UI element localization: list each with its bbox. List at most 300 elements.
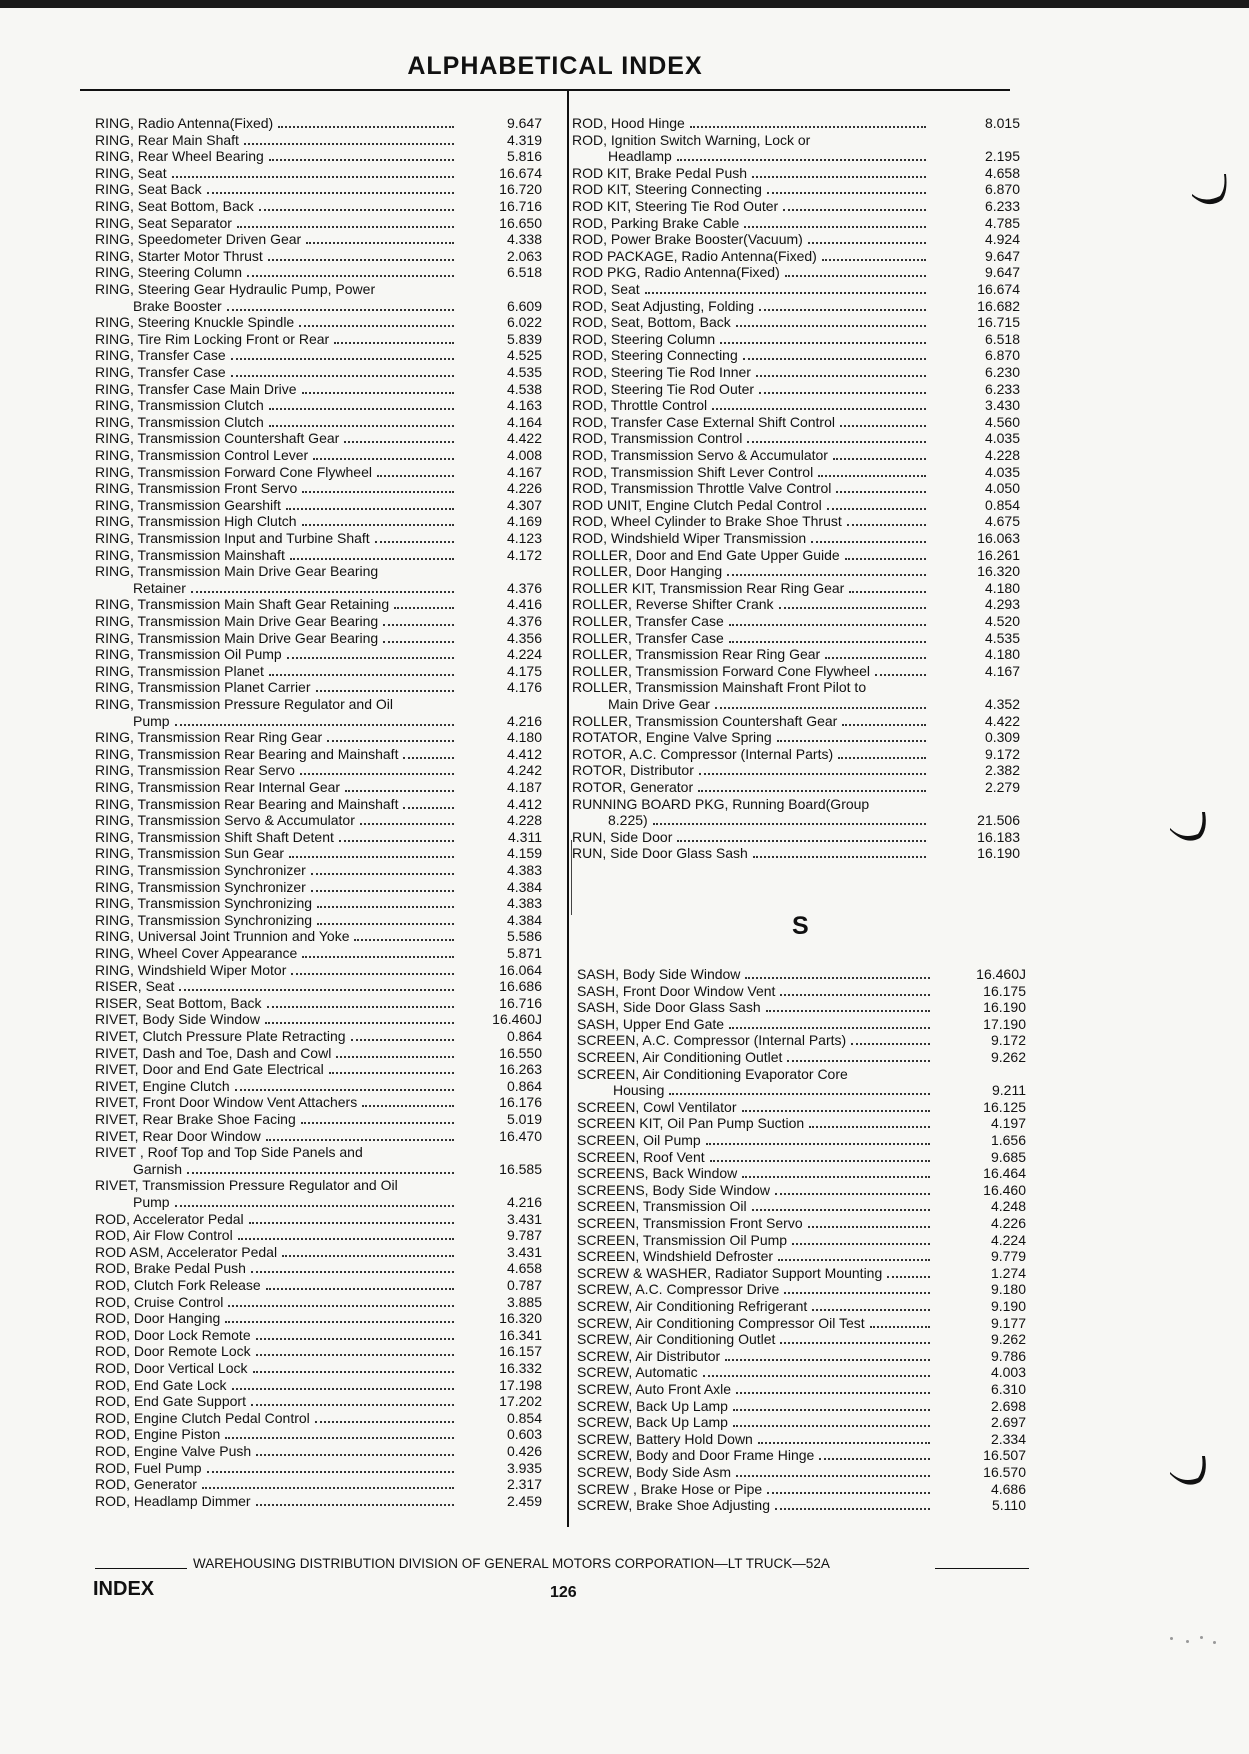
index-entry-text: SCREW, Auto Front Axle (577, 1381, 732, 1397)
page-reference: 5.816 (506, 148, 542, 165)
dot-leader (377, 475, 454, 477)
dot-leader (752, 176, 926, 178)
index-entry (577, 1281, 1026, 1298)
index-entry (95, 928, 542, 945)
index-entry (95, 247, 542, 264)
index-entry-text: SCREW, Automatic (577, 1364, 698, 1381)
page-reference: 4.163 (506, 397, 542, 414)
index-entry (572, 546, 1020, 563)
index-entry-text: RIVET, Body Side Window (95, 1011, 260, 1028)
page-reference: 4.008 (506, 447, 542, 463)
index-entry-text: RING, Transmission Clutch (95, 413, 264, 430)
dot-leader (191, 591, 454, 593)
page-reference: 9.262 (990, 1331, 1026, 1348)
index-entry-text: ROD, Ignition Switch Warning, Lock or (572, 131, 811, 148)
index-entry-text: RIVET, Door and End Gate Electrical (95, 1061, 324, 1078)
index-entry-text: RING, Seat (95, 164, 167, 181)
index-entry-text: ROLLER, Transmission Forward Cone Flywheel (572, 662, 870, 679)
page-reference: 4.338 (506, 231, 542, 248)
index-entry (577, 1414, 1026, 1431)
page-reference: 16.585 (499, 1160, 542, 1177)
index-entry (577, 1264, 1026, 1281)
index-entry-text: SCREW, Body Side Asm (577, 1464, 732, 1480)
footer-label: INDEX (93, 1578, 155, 1600)
index-entry-text: SCREEN, Air Conditioning Evaporator Core (577, 1065, 848, 1082)
index-entry (577, 1098, 1026, 1115)
index-entry (95, 812, 542, 829)
index-entry-text: ROD, Door Hanging (95, 1310, 221, 1327)
index-entry (95, 1459, 542, 1476)
dot-leader (175, 1205, 454, 1207)
dot-leader (327, 740, 454, 742)
index-entry (577, 1397, 1026, 1414)
index-entry (95, 447, 542, 463)
page-reference: 4.356 (506, 629, 542, 646)
page-reference: 4.319 (506, 131, 542, 148)
index-entry-text: RING, Transmission Oil Pump (95, 646, 282, 663)
dot-leader (851, 1043, 930, 1045)
page-reference: 4.311 (508, 828, 542, 845)
page-reference: 16.175 (983, 982, 1026, 999)
page-reference: 9.685 (990, 1148, 1026, 1165)
page-reference: 4.228 (984, 447, 1020, 463)
dot-leader (777, 740, 926, 742)
page-reference: 3.935 (506, 1459, 542, 1476)
page-reference: 4.560 (984, 413, 1020, 430)
dot-leader (345, 790, 454, 792)
dot-leader (172, 176, 454, 178)
index-entry-text: ROD, Engine Clutch Pedal Control (95, 1409, 310, 1426)
page-number: 126 (550, 1584, 577, 1601)
index-entry-text: SCREW, A.C. Compressor Drive (577, 1281, 780, 1298)
page-reference: 2.334 (990, 1430, 1026, 1447)
index-entry-text: RING, Transmission Synchronizer (95, 878, 306, 895)
page-reference: 4.785 (984, 214, 1020, 231)
index-entry-text: RING, Transmission Synchronizer (95, 862, 306, 878)
dot-leader (783, 209, 926, 211)
dot-leader (767, 192, 926, 194)
dot-leader (306, 242, 454, 244)
index-entry-text: RING, Radio Antenna(Fixed) (95, 115, 274, 131)
page-reference: 4.169 (506, 513, 542, 530)
index-entry-text: RING, Transmission Pressure Regulator and Oil (95, 696, 393, 712)
dot-leader (870, 1326, 930, 1328)
dot-leader (699, 773, 926, 775)
page-reference: 0.309 (984, 729, 1020, 746)
section-letter: S (792, 912, 809, 940)
dot-leader (256, 1454, 454, 1456)
index-entry-text: ROLLER, Door and End Gate Upper Guide (572, 546, 840, 563)
index-entry-text: ROD, Seat (572, 281, 640, 297)
index-entry (577, 1497, 1026, 1514)
page-reference: 4.176 (506, 679, 542, 696)
index-entry-text: SCREW, Brake Shoe Adjusting (577, 1497, 770, 1514)
dot-leader (825, 657, 926, 659)
index-entry (95, 1443, 542, 1459)
index-entry (95, 1260, 542, 1277)
index-entry (95, 1293, 542, 1310)
dot-leader (291, 973, 454, 975)
dot-leader (315, 1421, 454, 1423)
index-entry (572, 115, 1020, 131)
index-entry (95, 994, 542, 1011)
index-entry-text: RIVET, Dash and Toe, Dash and Cowl (95, 1044, 332, 1061)
index-entry (95, 1227, 542, 1244)
dot-leader (838, 757, 926, 759)
dot-leader (360, 823, 454, 825)
scan-speck (1186, 1640, 1189, 1643)
index-entry-text: RING, Transmission Synchronizing (95, 895, 313, 912)
index-entry-text: SCREW, Back Up Lamp (577, 1414, 728, 1431)
index-entry-text: ROLLER, Transmission Rear Ring Gear (572, 646, 821, 663)
index-entry (95, 646, 542, 663)
index-entry (95, 845, 542, 862)
index-entry (572, 662, 1020, 679)
page-reference: 16.063 (977, 530, 1020, 546)
index-entry-text: RING, Transmission Rear Bearing and Mainshaft (95, 745, 399, 762)
index-entry (572, 563, 1020, 580)
index-entry-text: ROD, Seat, Bottom, Back (572, 314, 731, 331)
index-entry (95, 795, 542, 812)
index-entry-text: SASH, Body Side Window (577, 966, 741, 982)
page-reference: 3.430 (984, 397, 1020, 414)
page-reference: 6.609 (506, 297, 542, 314)
index-entry-text: RING, Seat Bottom, Back (95, 198, 254, 214)
dot-leader (313, 458, 454, 460)
page-reference: 4.376 (506, 579, 542, 596)
page-reference: 4.248 (990, 1198, 1026, 1215)
index-entry-text: ROD KIT, Brake Pedal Push (572, 164, 748, 181)
dot-leader (822, 259, 926, 261)
dot-leader (394, 607, 454, 609)
index-entry (133, 297, 542, 314)
binder-hole-mark (1188, 170, 1228, 210)
dot-leader (753, 856, 926, 858)
page-reference: 6.233 (984, 380, 1020, 397)
index-entry-text: RISER, Seat Bottom, Back (95, 994, 262, 1011)
index-entry (95, 264, 542, 281)
index-entry-text: RING, Tire Rim Locking Front or Rear (95, 330, 330, 347)
index-entry-text: SCREEN, Roof Vent (577, 1148, 705, 1165)
dot-leader (845, 558, 926, 560)
index-entry (572, 347, 1020, 364)
index-entry (95, 1409, 542, 1426)
index-entry-continuation: Headlamp (608, 148, 672, 165)
index-entry (95, 762, 542, 779)
index-entry (572, 264, 1020, 281)
index-entry-text: RING, Transmission Countershaft Gear (95, 430, 340, 447)
footer-text: WAREHOUSING DISTRIBUTION DIVISION OF GENERAL MOTORS CORPORATION—LT TRUCK—52A (193, 1556, 830, 1571)
dot-leader (729, 1027, 930, 1029)
page-reference: 9.786 (990, 1347, 1026, 1364)
dot-leader (238, 1238, 454, 1240)
index-entry (95, 596, 542, 613)
index-entry-text: ROLLER, Reverse Shifter Crank (572, 596, 774, 613)
page-reference: 2.195 (984, 148, 1020, 165)
index-entry-text: ROD, Throttle Control (572, 397, 708, 414)
index-entry-text: ROD ASM, Accelerator Pedal (95, 1243, 278, 1260)
dot-leader (742, 1110, 930, 1112)
index-entry (572, 447, 1020, 463)
dot-leader (818, 475, 926, 477)
index-entry (577, 1148, 1026, 1165)
dot-leader (235, 1089, 454, 1091)
page-reference: 4.050 (984, 480, 1020, 497)
dot-leader (747, 441, 926, 443)
index-entry-text: ROLLER, Door Hanging (572, 563, 723, 580)
index-entry (572, 463, 1020, 480)
index-entry (572, 430, 1020, 447)
index-entry (572, 397, 1020, 414)
index-entry-continuation: Main Drive Gear (608, 696, 710, 712)
dot-leader (256, 1354, 454, 1356)
index-entry-text: RIVET, Rear Door Window (95, 1127, 261, 1144)
dot-leader (827, 508, 926, 510)
page-reference: 4.675 (984, 513, 1020, 530)
dot-leader (787, 1060, 930, 1062)
index-entry-text: SCREEN KIT, Oil Pan Pump Suction (577, 1115, 805, 1132)
index-entry-text: ROLLER, Transfer Case (572, 613, 724, 629)
index-entry (572, 380, 1020, 397)
dot-leader (766, 1010, 930, 1012)
page-reference: 16.464 (983, 1165, 1026, 1182)
index-entry (577, 1464, 1026, 1480)
dot-leader (207, 1471, 454, 1473)
page-reference: 4.924 (984, 231, 1020, 248)
index-entry-text: RING, Transfer Case Main Drive (95, 380, 297, 397)
page-reference: 16.550 (499, 1044, 542, 1061)
index-entry (572, 712, 1020, 729)
dot-leader (720, 342, 926, 344)
index-entry-text: ROD PKG, Radio Antenna(Fixed) (572, 264, 780, 281)
page-reference: 2.459 (506, 1492, 542, 1509)
index-entry (572, 596, 1020, 613)
index-entry (572, 247, 1020, 264)
dot-leader (403, 757, 454, 759)
dot-leader (842, 724, 926, 726)
page-reference: 9.211 (992, 1082, 1026, 1099)
page-reference: 4.180 (984, 579, 1020, 596)
dot-leader (706, 1143, 930, 1145)
page-reference: 0.854 (506, 1409, 542, 1426)
page-reference: 4.376 (506, 613, 542, 629)
index-entry-text: ROD KIT, Steering Connecting (572, 181, 762, 198)
dot-leader (715, 707, 926, 709)
index-entry (577, 1430, 1026, 1447)
index-entry-text: RING, Steering Knuckle Spindle (95, 314, 295, 331)
index-entry (95, 530, 542, 546)
dot-leader (362, 1105, 454, 1107)
page-reference: 9.172 (990, 1032, 1026, 1049)
index-entry (608, 812, 1020, 829)
page-reference: 4.412 (506, 745, 542, 762)
dot-leader (334, 342, 454, 344)
index-entry-text: ROD, Windshield Wiper Transmission (572, 530, 807, 546)
dot-leader (775, 1508, 930, 1510)
dot-leader (887, 1276, 930, 1278)
page-reference: 16.341 (499, 1326, 542, 1343)
index-entry-text: SCREW, Body and Door Frame Hinge (577, 1447, 815, 1464)
index-entry (577, 1015, 1026, 1032)
index-entry (133, 1194, 542, 1210)
index-entry (95, 413, 542, 430)
dot-leader (267, 1006, 454, 1008)
dot-leader (383, 624, 454, 626)
index-entry-text: ROD PACKAGE, Radio Antenna(Fixed) (572, 247, 817, 264)
page-reference: 2.382 (984, 762, 1020, 779)
page-reference: 4.535 (506, 364, 542, 380)
dot-leader (736, 1392, 930, 1394)
page-reference: 16.460J (976, 966, 1026, 982)
page-reference: 4.197 (990, 1115, 1026, 1132)
index-entry (95, 347, 542, 364)
dot-leader (669, 1093, 930, 1095)
page-reference: 9.172 (984, 745, 1020, 762)
index-entry (572, 297, 1020, 314)
page-reference: 16.064 (499, 961, 542, 978)
index-entry-text: ROD, Transfer Case External Shift Control (572, 413, 835, 430)
dot-leader (849, 591, 926, 593)
index-entry-text: ROD, Air Flow Control (95, 1227, 233, 1244)
dot-leader (265, 1022, 454, 1024)
index-entry (572, 480, 1020, 497)
dot-leader (758, 1442, 930, 1444)
page-reference: 4.686 (990, 1480, 1026, 1497)
index-entry (577, 1165, 1026, 1182)
index-entry (133, 712, 542, 729)
page-reference: 4.167 (984, 662, 1020, 679)
index-entry (95, 613, 542, 629)
dot-leader (316, 690, 454, 692)
index-entry-text: SCREEN, Transmission Oil (577, 1198, 747, 1215)
index-entry-text: SCREEN, Air Conditioning Outlet (577, 1049, 783, 1065)
index-entry-continuation: Pump (133, 712, 170, 729)
page-reference: 4.307 (506, 496, 542, 513)
index-entry (95, 546, 542, 563)
dot-leader (228, 1305, 454, 1307)
page-reference: 8.015 (984, 115, 1020, 131)
page-reference: 0.787 (506, 1277, 542, 1293)
dot-leader (703, 1375, 930, 1377)
dot-leader (778, 1259, 930, 1261)
page-reference: 0.864 (506, 1028, 542, 1044)
page-reference: 4.412 (506, 795, 542, 812)
index-entry (95, 895, 542, 912)
dot-leader (690, 126, 926, 128)
index-entry-text: ROD, Transmission Control (572, 430, 743, 447)
page-reference: 9.647 (984, 247, 1020, 264)
index-entry-text: SASH, Upper End Gate (577, 1015, 725, 1032)
index-entry-text: ROLLER, Transfer Case (572, 629, 724, 646)
index-entry-text: SASH, Front Door Window Vent (577, 982, 776, 999)
index-entry-text: ROD, Seat Adjusting, Folding (572, 297, 755, 314)
dot-leader (767, 1492, 930, 1494)
index-entry-text: ROLLER KIT, Transmission Rear Ring Gear (572, 579, 845, 596)
index-entry-text: RING, Steering Column (95, 264, 243, 281)
index-entry-text: RING, Transmission Planet (95, 662, 264, 679)
scan-speck (1170, 1637, 1173, 1640)
page-reference: 2.063 (506, 247, 542, 264)
index-entry-text: RING, Transmission Mainshaft (95, 546, 285, 563)
dot-leader (745, 977, 930, 979)
dot-leader (231, 375, 454, 377)
index-entry (572, 745, 1020, 762)
page-reference: 4.384 (506, 878, 542, 895)
page-reference: 4.180 (984, 646, 1020, 663)
index-entry (572, 579, 1020, 596)
page-reference: 4.216 (506, 712, 542, 729)
page-reference: 4.175 (506, 662, 542, 679)
page-reference: 4.383 (506, 895, 542, 912)
index-entry-text: RING, Transmission Clutch (95, 397, 264, 414)
dot-leader (289, 856, 454, 858)
page-reference: 4.242 (506, 762, 542, 779)
dot-leader (785, 275, 926, 277)
index-entry (572, 646, 1020, 663)
index-entry (572, 198, 1020, 214)
index-entry-text: SCREEN, Windshield Defroster (577, 1248, 774, 1265)
index-entry (95, 878, 542, 895)
page-reference: 2.697 (990, 1414, 1026, 1431)
dot-leader (780, 1342, 930, 1344)
dot-leader (733, 1409, 930, 1411)
page-reference: 4.216 (506, 1194, 542, 1210)
index-entry (95, 380, 542, 397)
index-entry-text: SCREEN, Transmission Front Servo (577, 1215, 803, 1231)
page-reference: 4.658 (984, 164, 1020, 181)
dot-leader (300, 773, 454, 775)
index-entry-text: RING, Rear Wheel Bearing (95, 148, 264, 165)
index-entry (577, 1049, 1026, 1065)
page-reference: 4.422 (984, 712, 1020, 729)
page-reference: 16.263 (499, 1061, 542, 1078)
index-entry-text: RING, Starter Motor Thrust (95, 247, 263, 264)
dot-leader (808, 242, 926, 244)
page-reference: 5.110 (992, 1497, 1026, 1514)
page-reference: 16.470 (499, 1127, 542, 1144)
page-reference: 16.682 (977, 297, 1020, 314)
dot-leader (301, 1122, 454, 1124)
index-entry (572, 613, 1020, 629)
page-title: ALPHABETICAL INDEX (407, 52, 703, 80)
binder-hole-mark (1168, 1452, 1208, 1492)
dot-leader (847, 524, 926, 526)
page-reference: 16.570 (983, 1464, 1026, 1480)
index-entry (95, 911, 542, 928)
index-entry-text: RING, Transmission Main Drive Gear Bearing (95, 563, 379, 580)
index-entry-text: RING, Transmission Rear Internal Gear (95, 779, 341, 795)
index-entry (95, 463, 542, 480)
page-reference: 0.426 (506, 1443, 542, 1459)
index-entry (95, 745, 542, 762)
dot-leader (175, 724, 454, 726)
index-entry-text: RING, Transmission Servo & Accumulator (95, 812, 355, 829)
page-reference: 4.228 (506, 812, 542, 829)
dot-leader (736, 1475, 930, 1477)
index-entry (95, 1343, 542, 1360)
dot-leader (653, 823, 926, 825)
dot-leader (251, 1404, 454, 1406)
index-entry-text: ROD, Engine Valve Push (95, 1443, 252, 1459)
index-entry (95, 1127, 542, 1144)
index-entry-text: ROD, Parking Brake Cable (572, 214, 740, 231)
dot-leader (809, 1126, 930, 1128)
index-entry (95, 115, 542, 131)
index-entry-text: ROTOR, Generator (572, 779, 694, 795)
page-reference: 16.190 (983, 999, 1026, 1016)
dot-leader (677, 840, 926, 842)
page-reference: 16.332 (499, 1360, 542, 1376)
